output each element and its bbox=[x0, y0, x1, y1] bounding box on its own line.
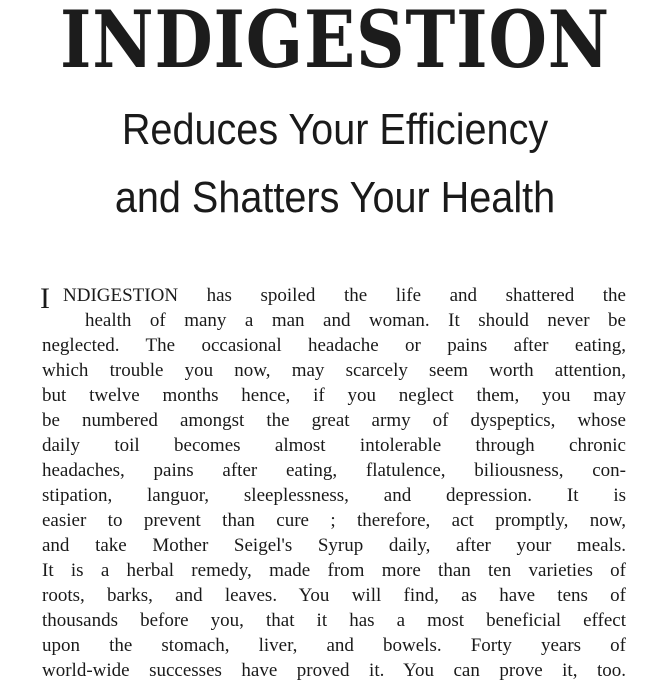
subheadline-line-1: Reduces Your Efficiency bbox=[121, 105, 549, 154]
body-line: headaches, pains after eating, flatulence, biliousness, con- bbox=[42, 460, 626, 481]
body-line: and take Mother Seigel's Syrup daily, after your meals. bbox=[42, 535, 626, 556]
body-line: roots, barks, and leaves. You will find, as have tens of bbox=[42, 585, 626, 606]
body-line: easier to prevent than cure ; therefore, act promptly, now, bbox=[42, 510, 626, 531]
body-line: upon the stomach, liver, and bowels. Forty years of bbox=[42, 635, 626, 656]
body-line: be numbered amongst the great army of dyspeptics, whose bbox=[42, 410, 626, 431]
body-line: daily toil becomes almost intolerable through chronic bbox=[42, 435, 626, 456]
body-line: but twelve months hence, if you neglect them, you may bbox=[42, 385, 626, 406]
body-line: neglected. The occasional headache or pains after eating, bbox=[42, 335, 626, 356]
body-line: NDIGESTION has spoiled the life and shattered the bbox=[63, 285, 626, 306]
body-line: health of many a man and woman. It should never be bbox=[85, 310, 626, 331]
body-line: thousands before you, that it has a most beneficial effect bbox=[42, 610, 626, 631]
drop-cap: I bbox=[40, 282, 50, 315]
body-line: world-wide successes have proved it. You can prove it, too. bbox=[42, 660, 626, 681]
body-line: which trouble you now, may scarcely seem worth attention, bbox=[42, 360, 626, 381]
subheadline-line-2: and Shatters Your Health bbox=[114, 173, 556, 222]
headline: INDIGESTION bbox=[59, 0, 611, 86]
body-line: It is a herbal remedy, made from more than ten varieties of bbox=[42, 560, 626, 581]
body-line: stipation, languor, sleeplessness, and depression. It is bbox=[42, 485, 626, 506]
